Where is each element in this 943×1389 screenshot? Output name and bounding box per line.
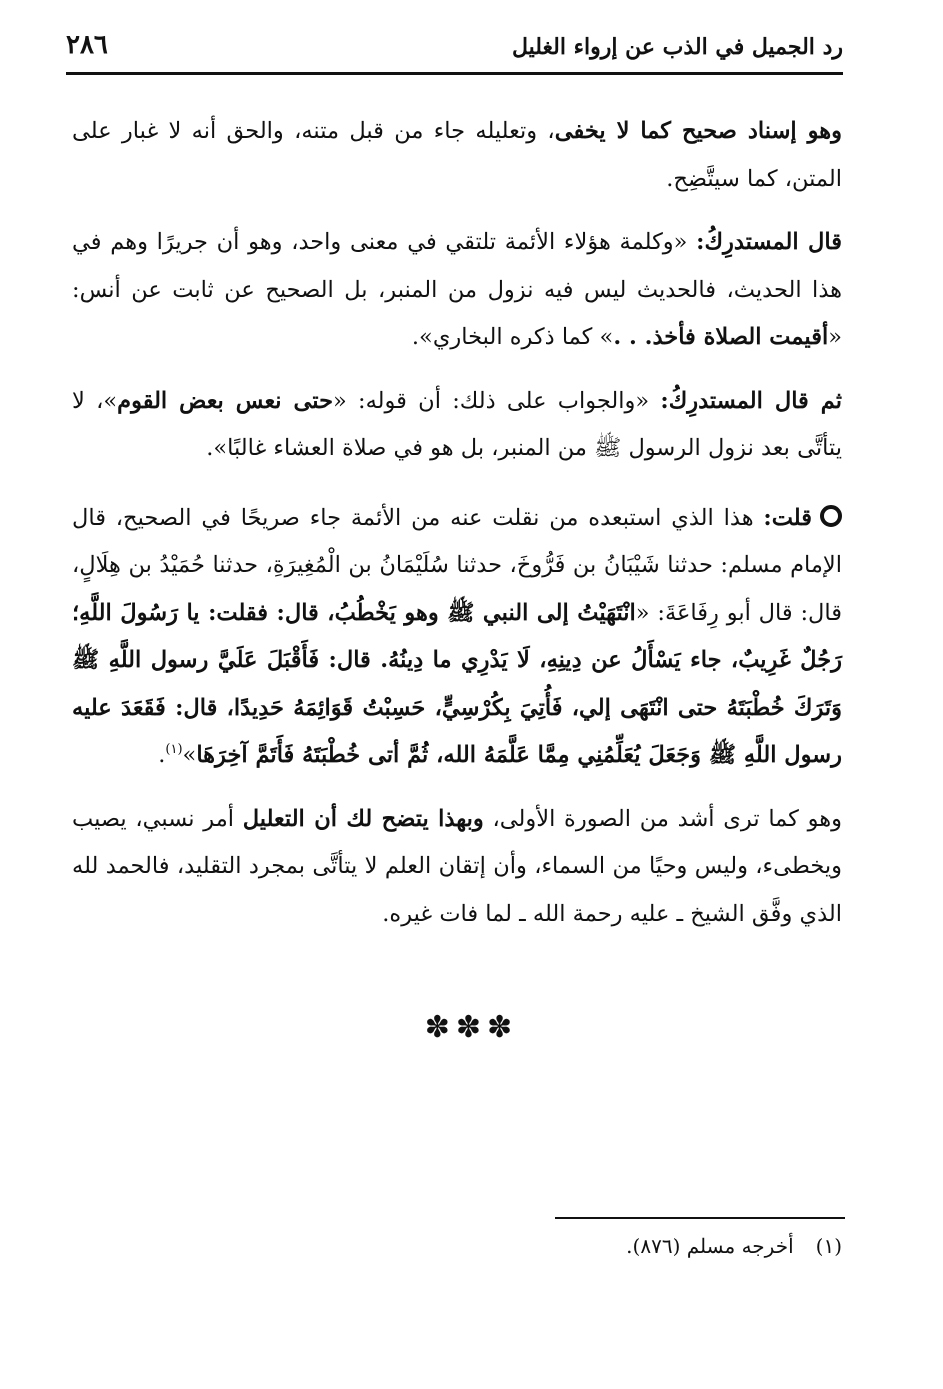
paragraph-2 bbox=[72, 219, 842, 362]
bold-phrase: ثم قال المستدرِكُ: bbox=[660, 387, 842, 414]
bold-phrase: قلت: bbox=[763, 504, 812, 531]
paragraph-4 bbox=[72, 495, 842, 780]
paragraph-1 bbox=[72, 108, 842, 203]
hadith-quote: انْتَهَيْتُ إلى النبي ﷺ وهو يَخْطُبُ، قال: فقلت: يا رَسُولَ اللَّهِ؛ رَجُلٌ غَرِيبٌ، جاء يَسْأَلُ عن دِينِهِ، لَا يَدْرِي ما دِينُهُ. قال: فَأَقْبَلَ عَلَيَّ رسول اللَّهِ ﷺ وَتَرَكَ خُطْبَتَهُ حتى انْتَهَى إلي، فَأُتِيَ بِكُرْسِيٍّ، حَسِبْتُ قَوَائِمَهُ حَدِيدًا، قال: فَقَعَدَ عليه رسول اللَّهِ ﷺ وَجَعَلَ يُعَلِّمُنِي مِمَّا عَلَّمَهُ الله، ثُمَّ أتى خُطْبَتَهُ فَأَتَمَّ آخِرَهَا bbox=[72, 599, 842, 768]
bold-phrase: أقيمت الصلاة فأخذ. . . bbox=[613, 324, 829, 350]
paragraph-text: »، لا يتأتَّى بعد نزول الرسول ﷺ من المنبر، بل هو في صلاة العشاء غالبًا». bbox=[72, 387, 842, 461]
main-text bbox=[72, 108, 842, 938]
page-header bbox=[66, 30, 843, 66]
footnote-text: أخرجه مسلم (٨٧٦). bbox=[626, 1234, 794, 1258]
paragraph-text: «والجواب على ذلك: أن قوله: « bbox=[332, 387, 661, 414]
paragraph-text: ، وتعليله جاء من قبل متنه، والحق أنه لا غبار على المتن، كما سيتَّضِح. bbox=[72, 118, 842, 192]
paragraph-3 bbox=[72, 378, 842, 473]
bold-phrase: وبهذا يتضح لك أن التعليل bbox=[242, 805, 484, 832]
footnote-reference[interactable]: (١) bbox=[165, 742, 183, 757]
paragraph-text: هذا الذي استبعده من نقلت عنه من الأئمة جاء صريحًا في الصحيح، قال الإمام مسلم: حدثنا شَيْبَانُ بن فَرُّوخَ، حدثنا سُلَيْمَانُ بن الْمُغِيرَةِ، حدثنا حُمَيْدُ بن هِلَالٍ، قال: قال أبو رِفَاعَةَ: « bbox=[72, 504, 842, 626]
bold-phrase: وهو إسناد صحيح كما لا يخفى bbox=[554, 118, 843, 144]
running-title: رد الجميل في الذب عن إرواء الغليل bbox=[511, 34, 843, 60]
footnote-rule bbox=[555, 1217, 845, 1219]
paragraph-text: وهو كما ترى أشد من الصورة الأولى، bbox=[483, 805, 842, 832]
paragraph-text: . bbox=[158, 742, 166, 768]
paragraph-text: «وكلمة هؤلاء الأئمة تلتقي في معنى واحد، وهو أن جريرًا وهم في هذا الحديث، فالحديث ليس فيه نزول من المنبر، بل الصحيح عن ثابت عن أنس: « bbox=[72, 229, 842, 350]
paragraph-text: » bbox=[182, 742, 197, 768]
paragraph-5 bbox=[72, 796, 842, 939]
section-separator: ✽✽✽ bbox=[424, 1010, 519, 1045]
paragraph-text: » كما ذكره البخاري». bbox=[411, 324, 614, 350]
circle-bullet-icon bbox=[820, 505, 842, 527]
bold-phrase: قال المستدرِكُ: bbox=[696, 229, 843, 255]
bold-phrase: حتى نعس بعض القوم bbox=[117, 387, 333, 414]
page-number: ٢٨٦ bbox=[66, 30, 108, 60]
header-rule bbox=[66, 72, 843, 75]
paragraph-text: أمر نسبي، يصيب ويخطىء، وليس وحيًا من السماء، وأن إتقان العلم لا يتأتَّى بمجرد التقليد، فالحمد لله الذي وفَّق الشيخ ـ عليه رحمة الله ـ لما فات غيره. bbox=[72, 805, 842, 927]
footnote bbox=[72, 1234, 842, 1258]
footnote-number: (١) bbox=[815, 1234, 842, 1258]
